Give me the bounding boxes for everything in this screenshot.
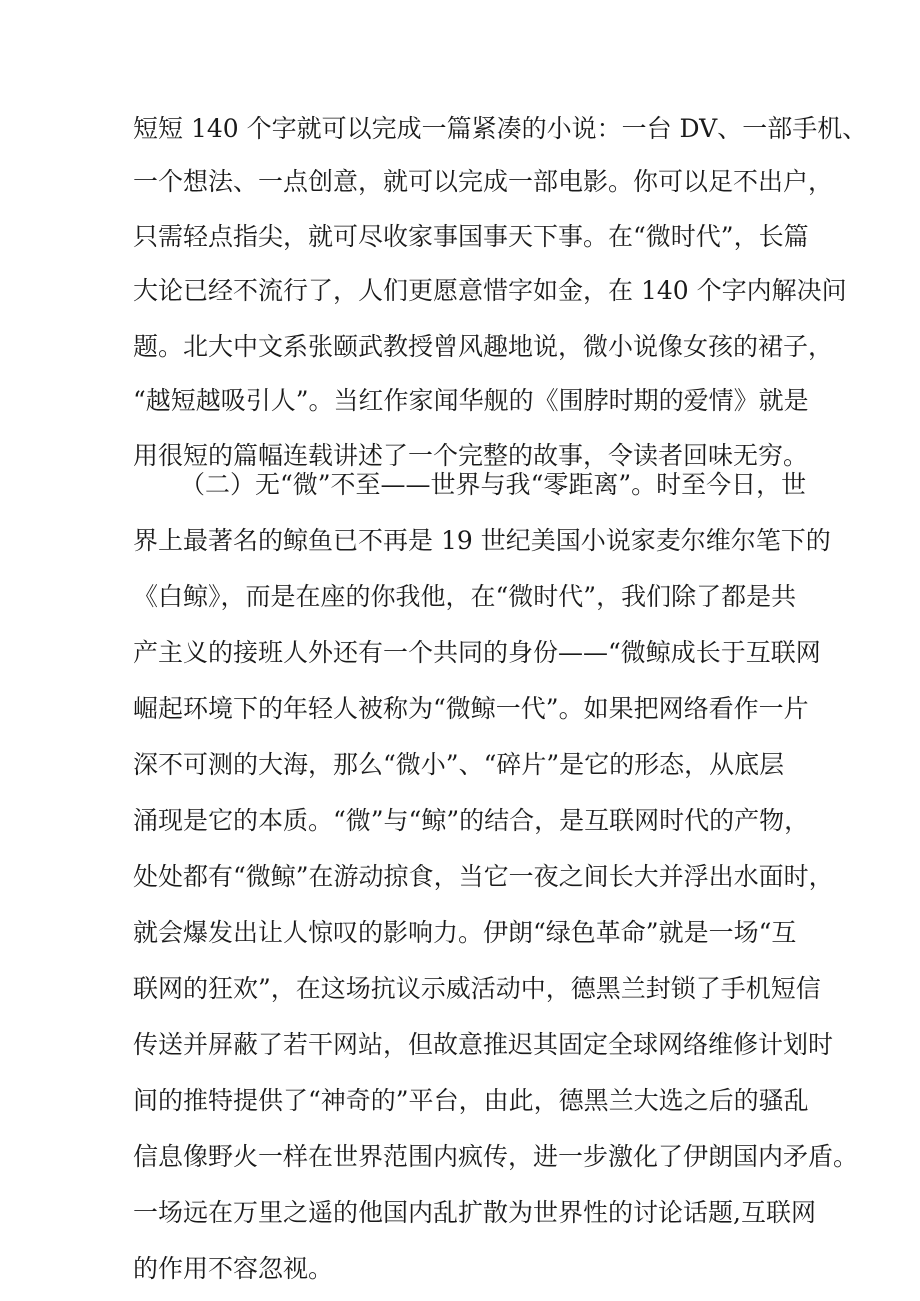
paragraph-2-line-10: 联网的狂欢”，在这场抗议示威活动中，德黑兰封锁了手机短信: [133, 974, 821, 1003]
paragraph-1-line-4: 大论已经不流行了，人们更愿意惜字如金，在 140 个字内解决问: [133, 276, 847, 305]
paragraph-2-line-6: 深不可测的大海，那么“微小”、“碎片”是它的形态，从底层: [133, 750, 785, 779]
paragraph-1-line-2: 一个想法、一点创意，就可以完成一部电影。你可以足不出户，: [133, 167, 834, 196]
paragraph-2-line-12: 间的推特提供了“神奇的”平台，由此，德黑兰大选之后的骚乱: [133, 1086, 809, 1115]
paragraph-2-line-4: 产主义的接班人外还有一个共同的身份——“微鲸成长于互联网: [133, 638, 821, 667]
paragraph-2-line-1: （二）无“微”不至——世界与我“零距离”。时至今日，世: [180, 470, 807, 499]
paragraph-2-line-3: 《白鲸》，而是在座的你我他，在“微时代”，我们除了都是共: [133, 582, 797, 611]
paragraph-2-line-8: 处处都有“微鲸”在游动掠食，当它一夜之间长大并浮出水面时，: [133, 862, 834, 891]
paragraph-1-line-7: 用很短的篇幅连载讲述了一个完整的故事，令读者回味无穷。: [133, 441, 809, 470]
paragraph-2-line-13: 信息像野火一样在世界范围内疯传，进一步激化了伊朗国内矛盾。: [133, 1142, 859, 1171]
paragraph-1-line-1: 短短 140 个字就可以完成一篇紧凑的小说：一台 DV、一部手机、: [133, 114, 868, 143]
paragraph-2-line-15: 的作用不容忽视。: [133, 1254, 334, 1283]
paragraph-1-line-3: 只需轻点指尖，就可尽收家事国事天下事。在“微时代”，长篇: [133, 222, 809, 251]
paragraph-1-line-6: “越短越吸引人”。当红作家闻华舰的《围脖时期的爱情》就是: [133, 386, 809, 415]
paragraph-2-line-14: 一场远在万里之遥的他国内乱扩散为世界性的讨论话题,互联网: [133, 1198, 816, 1227]
paragraph-2-line-2: 界上最著名的鲸鱼已不再是 19 世纪美国小说家麦尔维尔笔下的: [133, 526, 831, 555]
paragraph-2-line-5: 崛起环境下的年轻人被称为“微鲸一代”。如果把网络看作一片: [133, 694, 809, 723]
paragraph-1-line-5: 题。北大中文系张颐武教授曾风趣地说，微小说像女孩的裙子，: [133, 332, 834, 361]
paragraph-2-line-9: 就会爆发出让人惊叹的影响力。伊朗“绿色革命”就是一场“互: [133, 918, 797, 947]
paragraph-2-line-11: 传送并屏蔽了若干网站，但故意推迟其固定全球网络维修计划时: [133, 1030, 834, 1059]
paragraph-2-line-7: 涌现是它的本质。“微”与“鲸”的结合，是互联网时代的产物，: [133, 806, 810, 835]
